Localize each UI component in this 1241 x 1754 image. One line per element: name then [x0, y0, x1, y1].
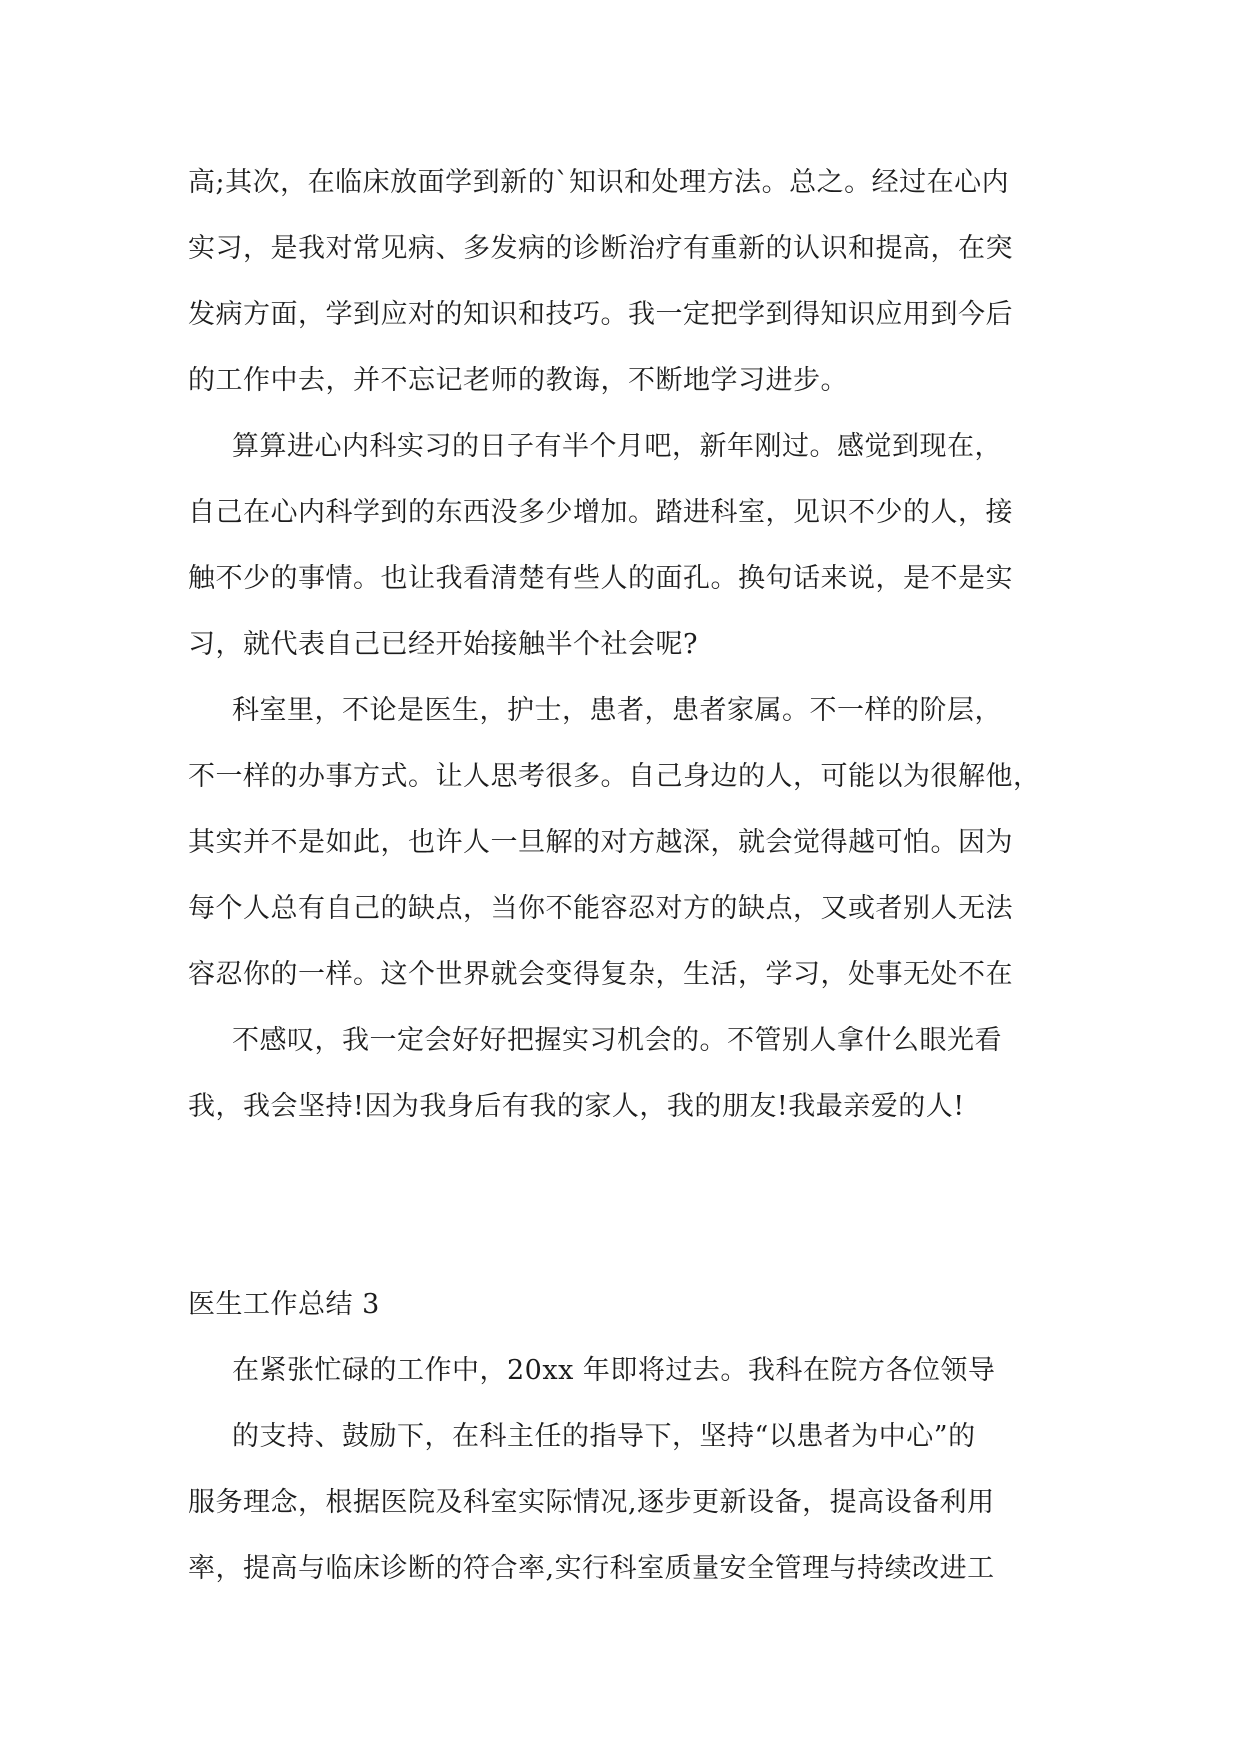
- section-gap: [188, 1140, 1058, 1272]
- text-line: 习，就代表自己已经开始接触半个社会呢?: [188, 629, 698, 660]
- text-line: 不一样的办事方式。让人思考很多。自己身边的人，可能以为很解他，: [188, 761, 1041, 792]
- text-line: 其实并不是如此，也许人一旦解的对方越深，就会觉得越可怕。因为: [188, 827, 1013, 858]
- document-body: [188, 150, 1058, 1602]
- text-line: 不感叹，我一定会好好把握实习机会的。不管别人拿什么眼光看: [232, 1025, 1002, 1056]
- text-line: 的工作中去，并不忘记老师的教诲，不断地学习进步。: [188, 365, 848, 396]
- text-line: 每个人总有自己的缺点，当你不能容忍对方的缺点，又或者别人无法: [188, 893, 1013, 924]
- text-line: 发病方面，学到应对的知识和技巧。我一定把学到得知识应用到今后: [188, 299, 1013, 330]
- text-line: 我，我会坚持!因为我身后有我的家人，我的朋友!我最亲爱的人!: [188, 1091, 965, 1122]
- text-line: 服务理念，根据医院及科室实际情况,逐步更新设备，提高设备利用: [188, 1487, 995, 1518]
- text-line: 在紧张忙碌的工作中，20xx 年即将过去。我科在院方各位领导: [232, 1355, 996, 1386]
- text-line: 高;其次，在临床放面学到新的`知识和处理方法。总之。经过在心内: [188, 167, 1010, 198]
- text-line: 自己在心内科学到的东西没多少增加。踏进科室，见识不少的人，接: [188, 497, 1013, 528]
- text-line: 容忍你的一样。这个世界就会变得复杂，生活，学习，处事无处不在: [188, 959, 1013, 990]
- text-line: 的支持、鼓励下，在科主任的指导下，坚持“以患者为中心”的: [232, 1421, 976, 1452]
- text-line: 实习，是我对常见病、多发病的诊断治疗有重新的认识和提高，在突: [188, 233, 1013, 264]
- text-line: 算算进心内科实习的日子有半个月吧，新年刚过。感觉到现在，: [232, 431, 1002, 462]
- text-line: 科室里，不论是医生，护士，患者，患者家属。不一样的阶层，: [232, 695, 1002, 726]
- text-line: 率，提高与临床诊断的符合率,实行科室质量安全管理与持续改进工: [188, 1553, 995, 1584]
- text-line: 触不少的事情。也让我看清楚有些人的面孔。换句话来说，是不是实: [188, 563, 1013, 594]
- section-heading: 医生工作总结 3: [188, 1289, 380, 1320]
